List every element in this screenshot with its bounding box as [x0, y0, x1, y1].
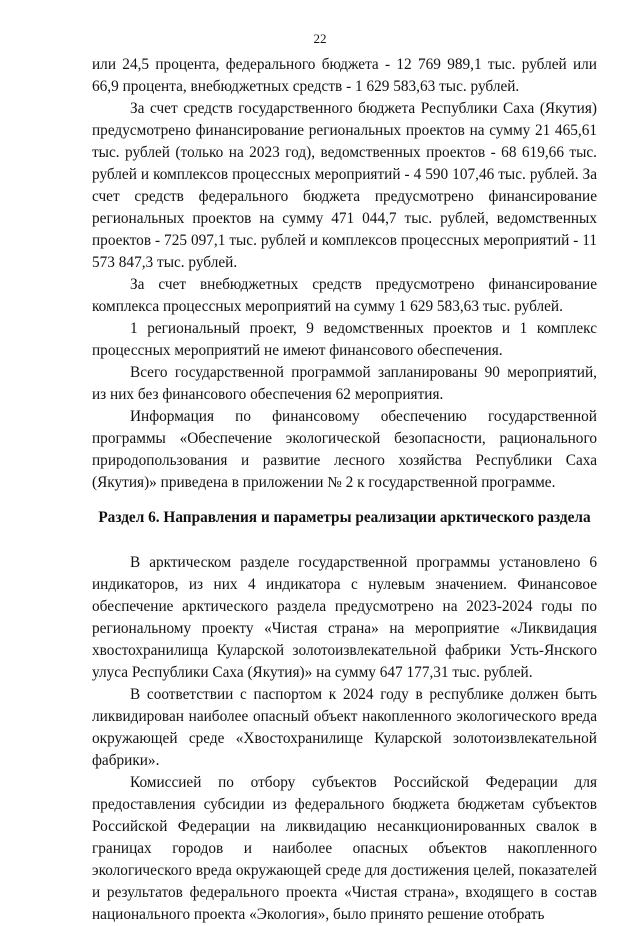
paragraph: В арктическом разделе государственной программы установлено 6 индикаторов, из них 4 индикатора с нулевым значением. Финансовое обеспечение арктического раздела предусмотрено на 2023-2024 годы по региональному проекту «Чистая страна» на мероприятие «Ликвидация хвостохранилища Куларской золотоизвлекательной фабрики Усть-Янского улуса Республики Саха (Якутия)» на сумму 647 177,31 тыс. рублей. [92, 554, 597, 681]
paragraph: 1 региональный проект, 9 ведомственных проектов и 1 комплекс процессных мероприятий не имеют финансового обеспечения. [92, 320, 597, 359]
paragraph: За счет внебюджетных средств предусмотрено финансирование комплекса процессных мероприятий на сумму 1 629 583,63 тыс. рублей. [92, 276, 597, 315]
paragraph: За счет средств государственного бюджета Республики Саха (Якутия) предусмотрено финансирование региональных проектов на сумму 21 465,61 тыс. рублей (только на 2023 год), ведомственных проектов - 68 619,66 тыс. рублей и комплексов процессных мероприятий - 4 590 107,46 тыс. рублей. За счет средств федерального бюджета предусмотрено финансирование региональных проектов на сумму 471 044,7 тыс. рублей, ведомственных проектов - 725 097,1 тыс. рублей и комплексов процессных мероприятий - 11 573 847,3 тыс. рублей. [92, 100, 597, 271]
page-number: 22 [313, 31, 327, 46]
paragraph: или 24,5 процента, федерального бюджета - 12 769 989,1 тыс. рублей или 66,9 процента, внебюджетных средств - 1 629 583,63 тыс. рублей. [92, 56, 597, 95]
paragraph: Комиссией по отбору субъектов Российской Федерации для предоставления субсидии из федерального бюджета бюджетам субъектов Российской Федерации на ликвидацию несанкционированных свалок в границах городов и наиболее опасных объектов накопленного экологического вреда окружающей среде для достижения целей, показателей и результатов федерального проекта «Чистая страна», входящего в состав национального проекта «Экология», было принято решение отобрать [92, 774, 597, 923]
paragraph: Всего государственной программой запланированы 90 мероприятий, из них без финансового обеспечения 62 мероприятия. [92, 364, 597, 403]
paragraph: В соответствии с паспортом к 2024 году в республике должен быть ликвидирован наиболее опасный объект накопленного экологического вреда окружающей среде «Хвостохранилище Куларской золотоизвлекательной фабрики». [92, 686, 597, 769]
section-heading: Раздел 6. Направления и параметры реализации арктического раздела [98, 509, 591, 526]
paragraph: Информация по финансовому обеспечению государственной программы «Обеспечение экологической безопасности, рационального природопользования и развитие лесного хозяйства Республики Саха (Якутия)» приведена в приложении № 2 к государственной программе. [92, 408, 597, 491]
page-body [92, 54, 597, 926]
